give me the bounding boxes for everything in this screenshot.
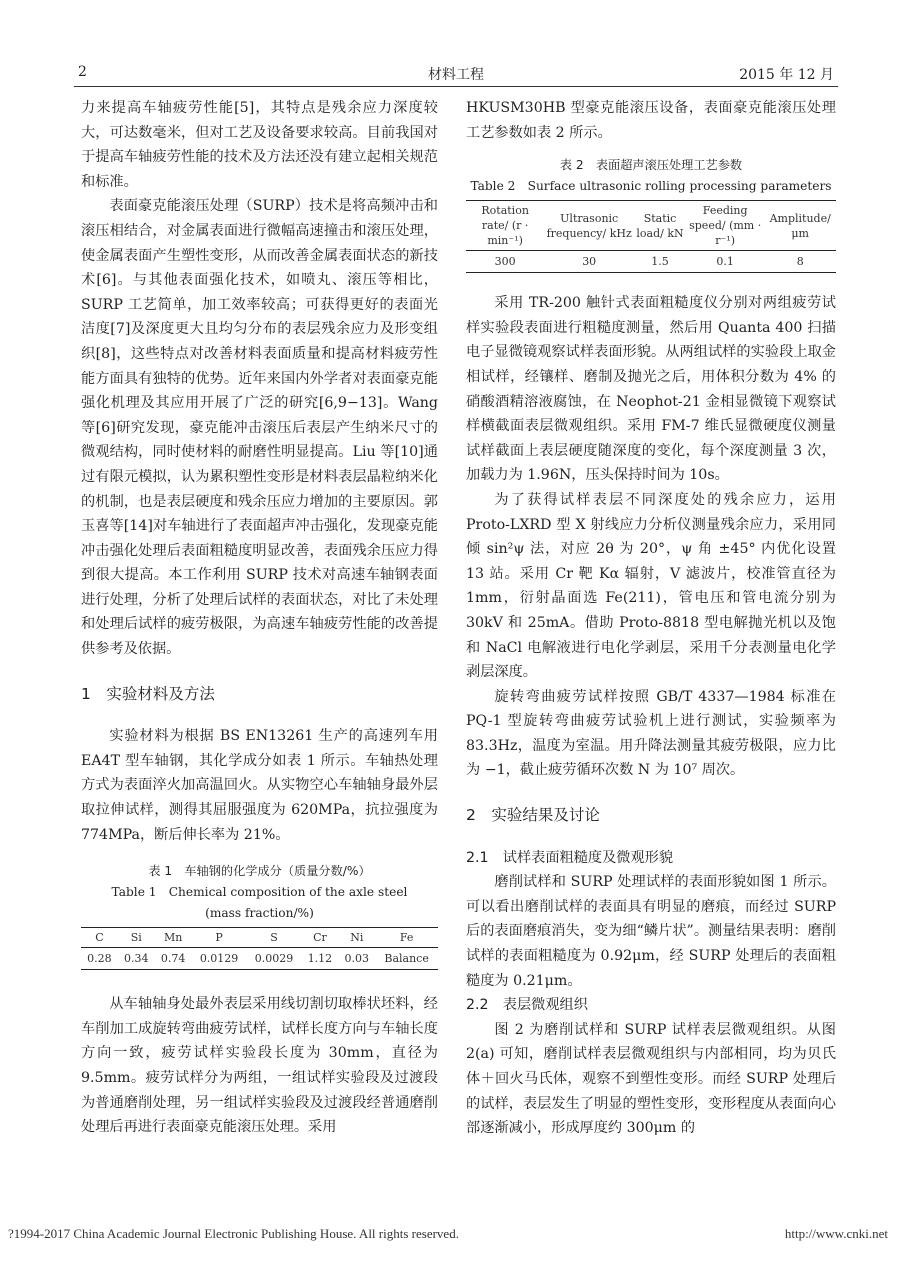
table-header: Amplitude/ μm bbox=[764, 201, 836, 251]
table-cell: 0.0129 bbox=[192, 948, 247, 970]
table-cell: 0.1 bbox=[686, 251, 764, 273]
paragraph: 磨削试样和 SURP 处理试样的表面形貌如图 1 所示。可以看出磨削试样的表面具有明显的磨痕，而经过 SURP 后的表面磨痕消失，变为细“鳞片状”。测量结果表明：磨削试样的表面粗糙度为 0.92μm，经 SURP 处理后的表面粗糙度为 0.21μm。 bbox=[466, 874, 836, 989]
table-cell: 30 bbox=[544, 251, 634, 273]
table-header: Si bbox=[118, 928, 155, 948]
paragraph: 表面豪克能滚压处理（SURP）技术是将高频冲击和滚压相结合，对金属表面进行微幅高速撞击和滚压处理，使金属表面产生塑性变形，从而改善金属表面状态的新技术[6]。与其他表面强化技术，如喷丸、滚压等相比，SURP 工艺简单，加工效率较高；可获得更好的表面光洁度[7]及深度更大且均匀分布的表层残余应力及形变组织[8]，这些特点对改善材料表面质量和提高材料疲劳性能方面具有独特的优势。近年来国内外学者对表面豪克能强化机理及其应用开展了广泛的研究[6,9−13]。Wang 等[6]研究发现，豪克能冲击滚压后表层产生纳米尺寸的微观结构，同时使材料的耐磨性明显提高。Liu 等[10]通过有限元模拟，认为累积塑性变形是材料表层晶粒纳米化的机制，也是表层硬度和残余压应力增加的主要原因。郭玉喜等[14]对车轴进行了表面超声冲击强化，发现豪克能冲击强化处理后表面粗糙度明显改善，表面残余压应力得到很大提高。本工作利用 SURP 技术对高速车轴钢表面进行处理，分析了处理后试样的表面状态，对比了未处理和处理后试样的疲劳极限，为高速车轴疲劳性能的改善提供参考及依据。 bbox=[81, 198, 438, 658]
table-1 bbox=[81, 861, 438, 970]
table-header: P bbox=[192, 928, 247, 948]
running-header bbox=[74, 62, 838, 86]
table-header: Static load/ kN bbox=[634, 201, 686, 251]
table-cell: 1.12 bbox=[302, 948, 339, 970]
table-cell: 0.74 bbox=[155, 948, 192, 970]
table-title-cn: 表 1 车轴钢的化学成分（质量分数/%） bbox=[148, 864, 371, 879]
table-title-en: Table 2 Surface ultrasonic rolling processing parameters bbox=[470, 179, 832, 194]
header-rule bbox=[74, 86, 838, 87]
table-header: Ni bbox=[338, 928, 375, 948]
table-header: S bbox=[247, 928, 302, 948]
subsection-heading: 2.2 表层微观组织 bbox=[466, 997, 588, 1014]
paragraph: 力来提高车轴疲劳性能[5]，其特点是残余应力深度较大，可达数毫米，但对工艺及设备要求较高。目前我国对于提高车轴疲劳性能的技术及方法还没有建立起相关规范和标准。 bbox=[81, 100, 438, 190]
page-number: 2 bbox=[78, 64, 87, 80]
copyright-notice: ?1994-2017 China Academic Journal Electronic Publishing House. All rights reserved. bbox=[8, 1226, 459, 1241]
table-header: Rotation rate/ (r · min⁻¹) bbox=[466, 201, 544, 251]
subsection-heading: 2.1 试样表面粗糙度及微观形貌 bbox=[466, 849, 674, 866]
paragraph: 实验材料为根据 BS EN13261 生产的高速列车用 EA4T 型车轴钢，其化学成分如表 1 所示。车轴热处理方式为表面淬火加高温回火。从实物空心车轴轴身最外层取拉伸试样，测得其屈服强度为 620MPa，抗拉强度为 774MPa，断后伸长率为 21%。 bbox=[81, 728, 438, 843]
paragraph: 从车轴轴身处最外表层采用线切割切取棒状坯料，经车削加工成旋转弯曲疲劳试样，试样长度方向与车轴长度方向一致，疲劳试样实验段长度为 30mm，直径为 9.5mm。疲劳试样分为两组，一组试样实验段及过渡段为普通磨削处理，另一组试样实验段及过渡段经普通磨削处理后再进行表面豪克能滚压处理。采用 bbox=[81, 996, 438, 1136]
table-cell: 0.03 bbox=[338, 948, 375, 970]
paragraph: 采用 TR-200 触针式表面粗糙度仪分别对两组疲劳试样实验段表面进行粗糙度测量，然后用 Quanta 400 扫描电子显微镜观察试样表面形貌。从两组试样的实验段上取金相试样，经镶样、磨制及抛光之后，用体积分数为 4% 的硝酸酒精溶液腐蚀，在 Neophot-21 金相显微镜下观察试样横截面表层微观组织。采用 FM-7 维氏显微硬度仪测量试样截面上表层硬度随深度的变化，每个深度测量 3 次，加载力为 1.96N，压头保持时间为 10s。 bbox=[466, 295, 836, 484]
paragraph: HKUSM30HB 型豪克能滚压设备，表面豪克能滚压处理工艺参数如表 2 所示。 bbox=[466, 100, 836, 141]
table-cell: 8 bbox=[764, 251, 836, 273]
table-cell: 0.0029 bbox=[247, 948, 302, 970]
issue-date: 2015 年 12 月 bbox=[739, 67, 834, 83]
table-title-en-unit: (mass fraction/%) bbox=[205, 906, 314, 921]
paragraph: 图 2 为磨削试样和 SURP 试样表层微观组织。从图 2(a) 可知，磨削试样表层微观组织与内部相同，均为贝氏体＋回火马氏体，观察不到塑性变形。而经 SURP 处理后的试样，表层发生了明显的塑性变形，变形程度从表面向心部逐渐减小，形成厚度约 300μm 的 bbox=[466, 1021, 836, 1137]
table-cell: 0.34 bbox=[118, 948, 155, 970]
table-title-en: Table 1 Chemical composition of the axle steel bbox=[111, 885, 408, 900]
section-heading: 1 实验材料及方法 bbox=[81, 684, 215, 703]
table-cell: 300 bbox=[466, 251, 544, 273]
paragraph: 为了获得试样表层不同深度处的残余应力，运用 Proto-LXRD 型 X 射线应力分析仪测量残余应力，采用同倾 sin²ψ 法，对应 2θ 为 20°，ψ 角 ±45° 内优化设置 13 站。采用 Cr 靶 Kα 辐射，V 滤波片，校准管直径为 1mm，衍射晶面选 Fe(211)，管电压和管电流分别为 30kV 和 25mA。借助 Proto-8818 型电解抛光机以及饱和 NaCl 电解液进行电化学剥层，采用千分表测量电化学剥层深度。 bbox=[466, 491, 836, 681]
paragraph: 旋转弯曲疲劳试样按照 GB/T 4337—1984 标准在 PQ-1 型旋转弯曲疲劳试验机上进行测试，实验频率为 83.3Hz，温度为室温。用升降法测量其疲劳极限，应力比为 −1，截止疲劳循环次数 N 为 10⁷ 周次。 bbox=[466, 688, 836, 779]
left-column bbox=[81, 96, 438, 1140]
table-header: Fe bbox=[375, 928, 438, 948]
table-header: Ultrasonic frequency/ kHz bbox=[544, 201, 634, 251]
table-header: C bbox=[81, 928, 118, 948]
table-header: Mn bbox=[155, 928, 192, 948]
composition-table bbox=[81, 927, 438, 970]
table-cell: 1.5 bbox=[634, 251, 686, 273]
journal-title: 材料工程 bbox=[428, 67, 484, 83]
footer-url: http://www.cnki.net bbox=[784, 1226, 888, 1241]
table-cell: Balance bbox=[375, 948, 438, 970]
table-2 bbox=[466, 155, 836, 273]
right-column bbox=[466, 96, 836, 1141]
section-heading: 2 实验结果及讨论 bbox=[466, 806, 600, 825]
table-cell: 0.28 bbox=[81, 948, 118, 970]
table-header: Cr bbox=[302, 928, 339, 948]
table-header: Feeding speed/ (mm · r⁻¹) bbox=[686, 201, 764, 251]
table-title-cn: 表 2 表面超声滚压处理工艺参数 bbox=[559, 158, 743, 173]
process-parameters-table bbox=[466, 200, 836, 273]
